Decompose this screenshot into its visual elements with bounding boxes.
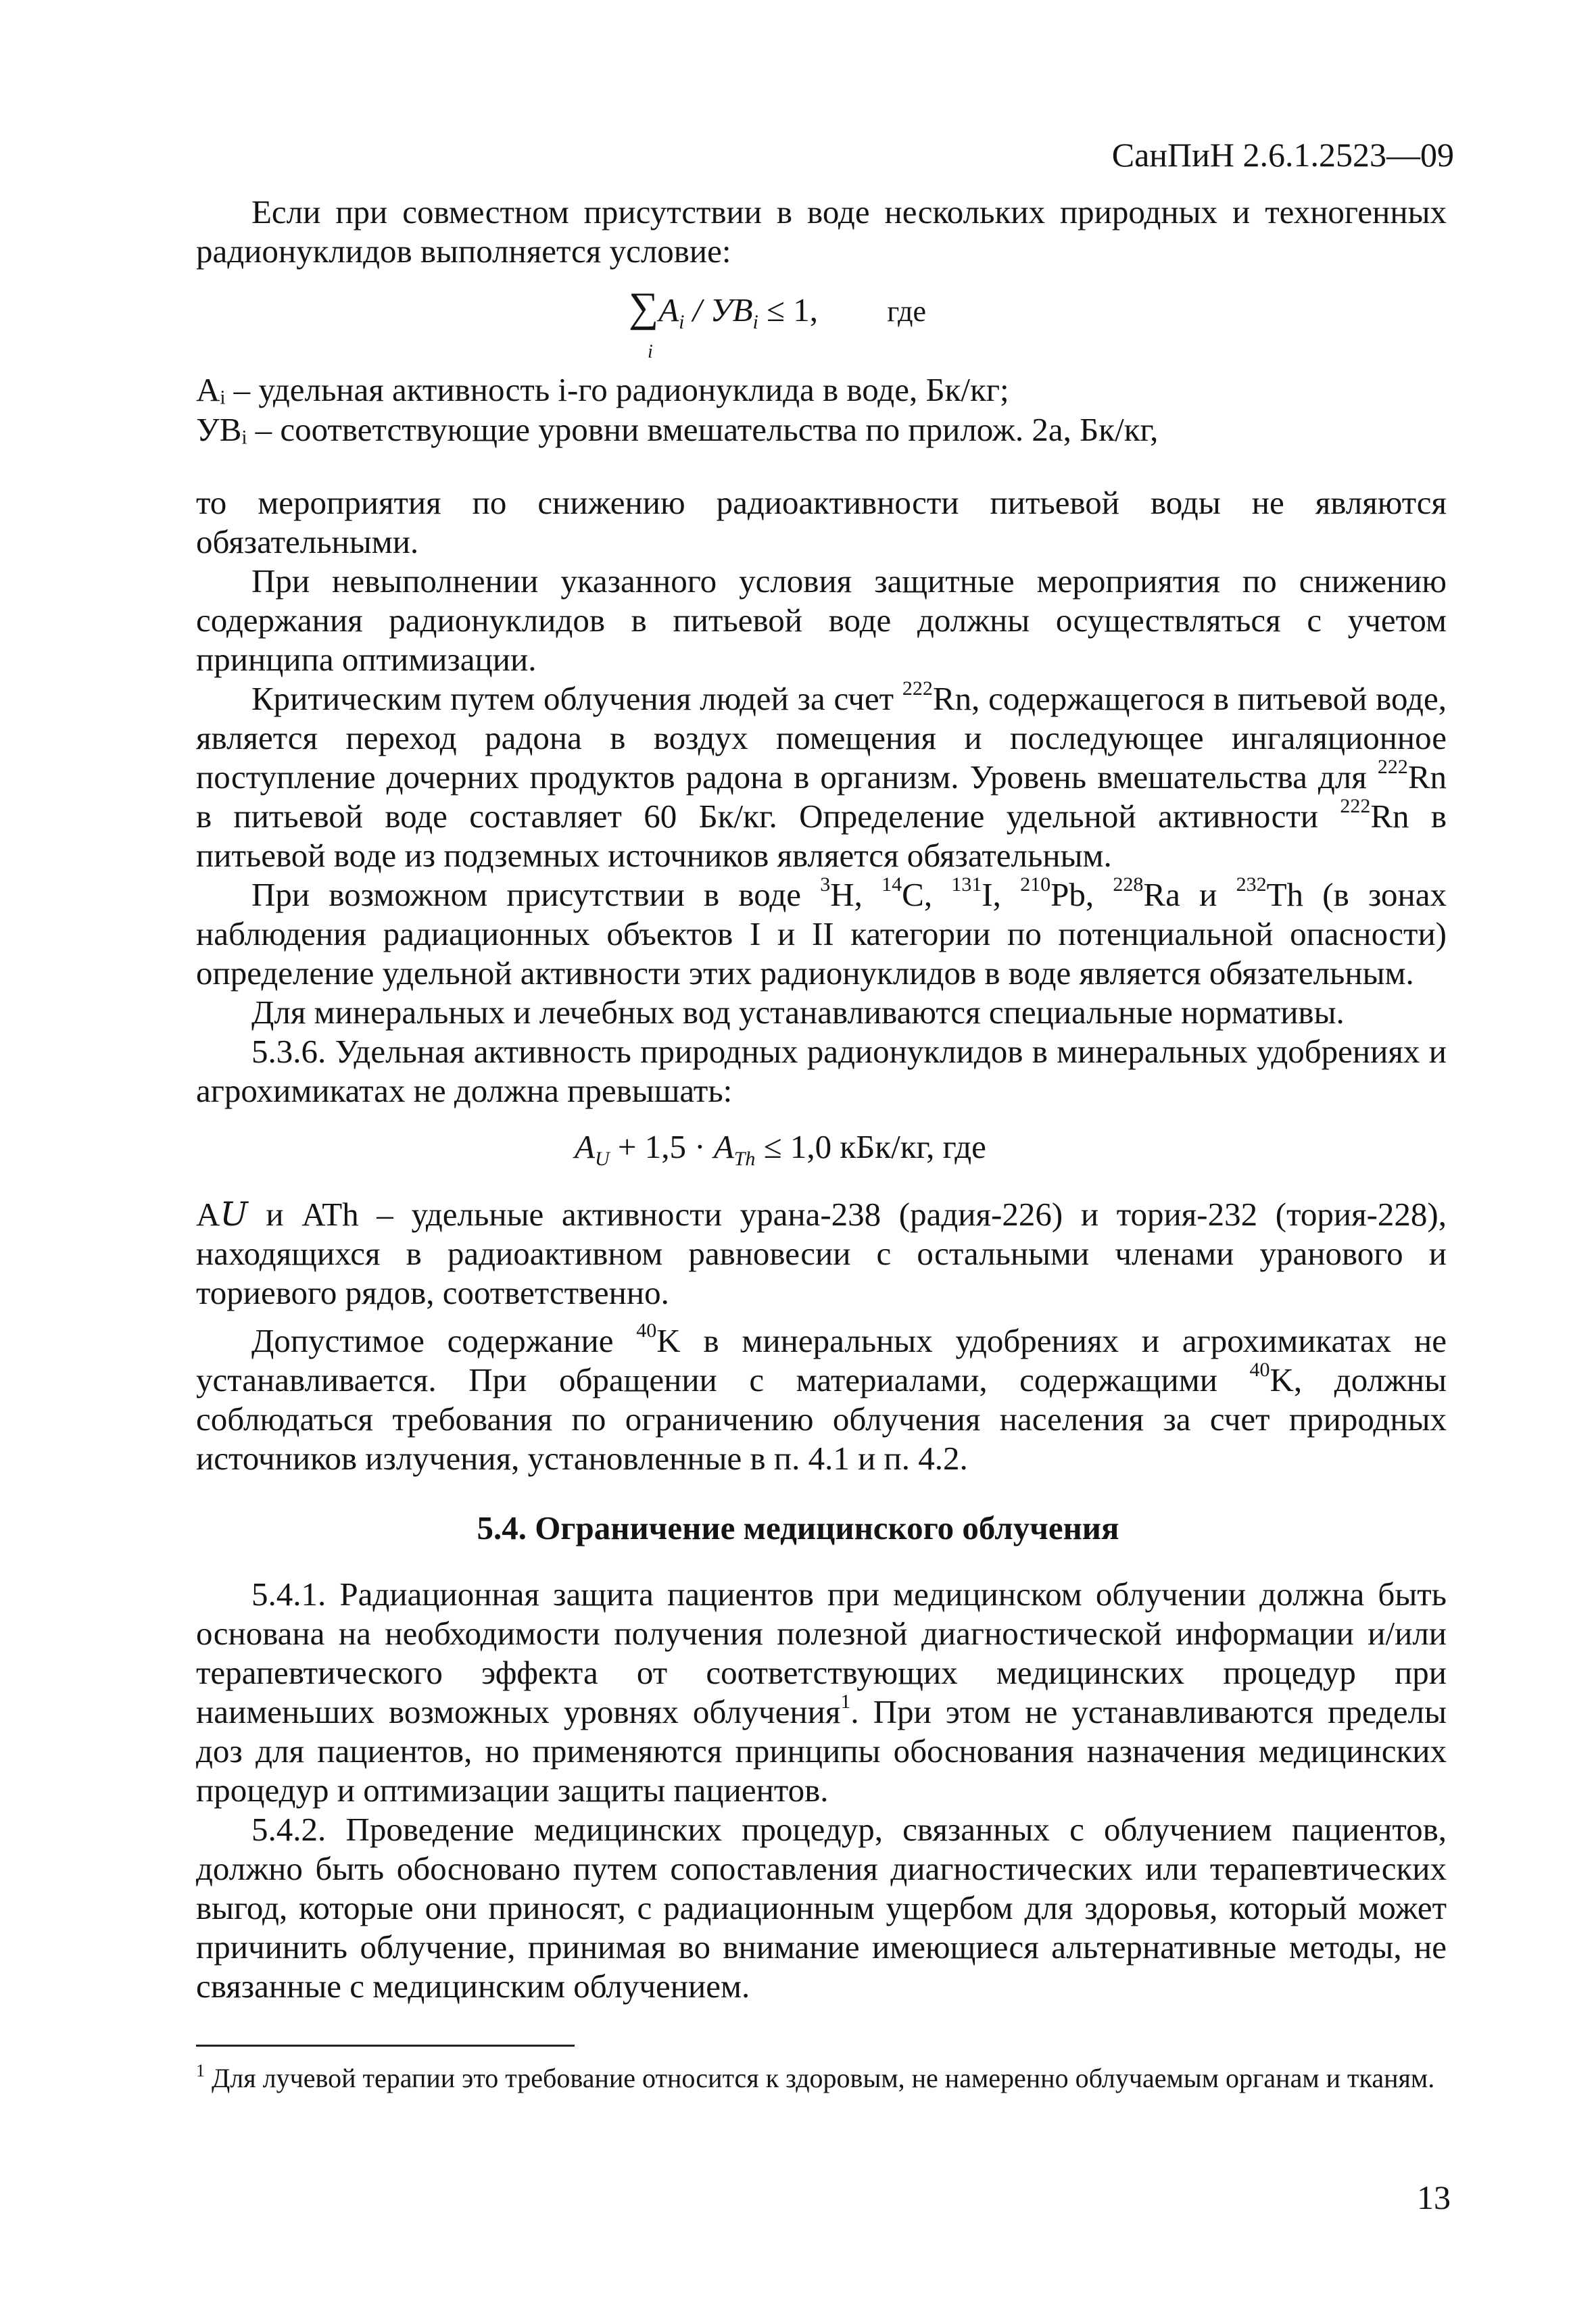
formula-le: ≤ 1, bbox=[758, 291, 818, 328]
definition-ai: Aᵢ – удельная активность i-го радионуклида в воде, Бк/кг; bbox=[196, 371, 1009, 408]
p3-b: Rn, содержащегося в питьевой воде, является переход радона в воздух помещения и последующее ингаляционное поступление дочерних продуктов радона в организм. Уровень вмешательства для bbox=[196, 680, 1447, 796]
formula-sum bbox=[629, 284, 926, 332]
p4-n4: Pb, bbox=[1050, 876, 1113, 913]
paragraph-2: При невыполнении указанного условия защитные мероприятия по снижению содержания радионуклидов в питьевой воде должны осуществляться с учетом принципа оптимизации. bbox=[196, 562, 1447, 678]
p4-n6: Th (в зонах наблюдения радиационных объектов I и II категории по потенциальной опасности) определение удельной активности этих радионуклидов в воде является обязательным. bbox=[196, 876, 1447, 992]
formula-a: A bbox=[658, 291, 679, 328]
body-block-2 bbox=[196, 1195, 1447, 1313]
sum-sign: ∑ bbox=[629, 285, 659, 331]
f2-d: ≤ 1,0 кБк/кг, где bbox=[755, 1128, 986, 1165]
p4-n3: I, bbox=[982, 876, 1021, 913]
paragraph-9 bbox=[196, 1575, 1447, 1810]
intro-paragraph bbox=[196, 193, 1447, 271]
section-heading: 5.4. Ограничение медицинского облучения bbox=[477, 1509, 1119, 1546]
p8-b: K в минеральных удобрениях и агрохимикатах не устанавливается. При обращении с материалами, содержащими bbox=[196, 1322, 1447, 1398]
paragraph-7: A𝑈 и ATh – удельные активности урана-238 (радия-226) и тория-232 (тория-228), находящихся в радиоактивном равновесии с остальными членами уранового и ториевого рядов, соответственно. bbox=[196, 1196, 1447, 1311]
p4-a: При возможном присутствии в воде bbox=[251, 876, 821, 913]
footnote-ref: 1 bbox=[840, 1690, 851, 1713]
p3-sup3: 222 bbox=[1340, 795, 1371, 817]
p8-s2: 40 bbox=[1249, 1359, 1270, 1381]
p4-s6: 232 bbox=[1236, 873, 1267, 896]
p3-a: Критическим путем облучения людей за счет bbox=[251, 680, 902, 717]
f2-a: A bbox=[575, 1128, 595, 1165]
sum-index: i bbox=[648, 341, 653, 362]
p8-c: K, должны соблюдаться требования по ограничению облучения населения за счет природных источников излучения, установленные в п. 4.1 и п. 4.2. bbox=[196, 1361, 1447, 1477]
page-number: 13 bbox=[1417, 2178, 1451, 2216]
p3-sup1: 222 bbox=[902, 677, 933, 700]
f2-csub: Th bbox=[733, 1147, 756, 1170]
formula-sub-i: i bbox=[679, 310, 685, 333]
p3-d: Rn в питьевой воде из подземных источников является обязательным. bbox=[196, 798, 1447, 874]
footnote-text: Для лучевой терапии это требование относится к здоровым, не намеренно облучаемым органам и тканям. bbox=[205, 2063, 1435, 2093]
body-block-4 bbox=[196, 1575, 1447, 2006]
document-code: СанПиН 2.6.1.2523—09 bbox=[1111, 136, 1454, 174]
p4-s5: 228 bbox=[1113, 873, 1144, 896]
footnote bbox=[196, 2062, 1447, 2095]
p9-b: . При этом не устанавливаются пределы доз для пациентов, но применяются принципы обоснования назначения медицинских процедур и оптимизации защиты пациентов. bbox=[196, 1693, 1447, 1809]
p4-s3: 131 bbox=[951, 873, 982, 896]
paragraph-6: 5.3.6. Удельная активность природных радионуклидов в минеральных удобрениях и агрохимикатах не должна превышать: bbox=[196, 1033, 1447, 1109]
p4-n5: Ra и bbox=[1143, 876, 1236, 913]
formula-uranium-thorium bbox=[575, 1127, 986, 1170]
p3-sup2: 222 bbox=[1377, 756, 1408, 778]
body-block-3 bbox=[196, 1321, 1447, 1478]
intro-text: Если при совместном присутствии в воде нескольких природных и техногенных радионуклидов выполняется условие: bbox=[196, 193, 1447, 270]
p4-s2: 14 bbox=[881, 873, 902, 896]
f2-b: + 1,5 · bbox=[609, 1128, 714, 1165]
footnote-separator bbox=[196, 2045, 575, 2047]
p4-n1: H, bbox=[830, 876, 882, 913]
f2-c: A bbox=[713, 1128, 734, 1165]
footnote-mark: 1 bbox=[196, 2061, 205, 2080]
paragraph-5: Для минеральных и лечебных вод устанавливаются специальные нормативы. bbox=[251, 994, 1345, 1031]
f2-asub: U bbox=[594, 1147, 610, 1170]
p3-c: Rn в питьевой воде составляет 60 Бк/кг. Определение удельной активности bbox=[196, 758, 1447, 835]
definition-uvi: УВᵢ – соответствующие уровни вмешательства по прилож. 2а, Бк/кг, bbox=[196, 411, 1159, 448]
paragraph-3 bbox=[196, 679, 1447, 875]
paragraph-4 bbox=[196, 875, 1447, 993]
p4-s4: 210 bbox=[1020, 873, 1051, 896]
p9-a: 5.4.1. Радиационная защита пациентов при медицинском облучении должна быть основана на необходимости получения полезной диагностической информации и/или терапевтического эффекта от соответствующих медицинских процедур при наименьших возможных уровнях облучения bbox=[196, 1576, 1447, 1730]
p8-s1: 40 bbox=[636, 1319, 657, 1342]
p4-s1: 3 bbox=[820, 873, 831, 896]
formula-uv: / УВ bbox=[684, 291, 753, 328]
p8-a: Допустимое содержание bbox=[251, 1322, 637, 1359]
paragraph-1: то мероприятия по снижению радиоактивности питьевой воды не являются обязательными. bbox=[196, 484, 1447, 560]
paragraph-10: 5.4.2. Проведение медицинских процедур, связанных с облучением пациентов, должно быть обосновано путем сопоставления диагностических или терапевтических выгод, которые они приносят, с радиационным ущербом для здоровья, который может причинить облучение, принимая во внимание имеющиеся альтернативные методы, не связанные с медицинским облучением. bbox=[196, 1811, 1447, 2005]
p4-n2: C, bbox=[902, 876, 952, 913]
paragraph-8 bbox=[196, 1321, 1447, 1478]
formula-sub-i-2: i bbox=[752, 310, 758, 333]
formula-where: где bbox=[887, 295, 927, 328]
body-block-1 bbox=[196, 483, 1447, 1111]
